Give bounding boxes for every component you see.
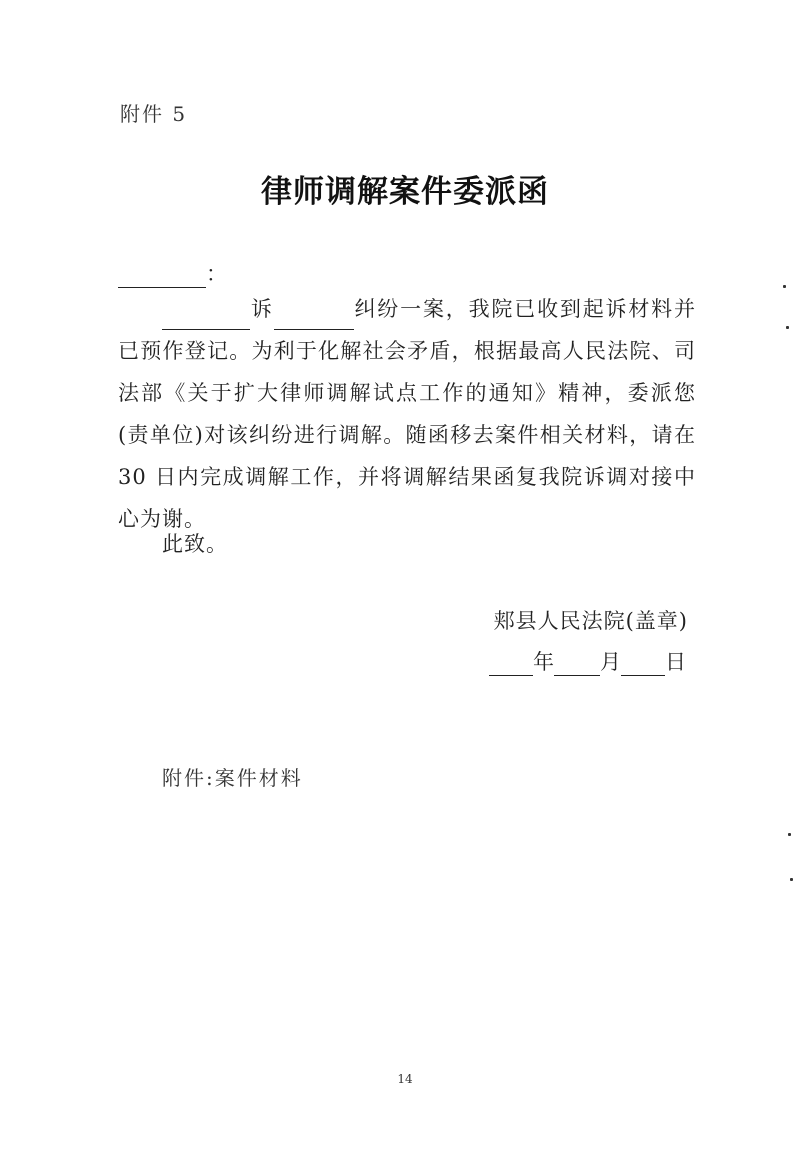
salutation-colon: ： bbox=[206, 262, 227, 286]
scan-speck bbox=[788, 833, 791, 836]
scan-speck bbox=[790, 878, 793, 881]
month-blank bbox=[554, 653, 600, 676]
scan-speck bbox=[783, 285, 786, 288]
document-title: 律师调解案件委派函 bbox=[261, 174, 549, 210]
court-signature: 郏县人民法院(盖章) bbox=[493, 609, 688, 633]
year-label: 年 bbox=[533, 650, 554, 674]
page-number: 14 bbox=[397, 1072, 413, 1086]
year-blank bbox=[489, 653, 533, 676]
defendant-blank bbox=[274, 307, 354, 330]
day-label: 日 bbox=[665, 650, 686, 674]
scan-speck bbox=[786, 326, 789, 329]
closing-phrase: 此致。 bbox=[162, 532, 228, 556]
sue-word: 诉 bbox=[250, 297, 274, 321]
attachment-heading: 附件 5 bbox=[120, 102, 188, 126]
plaintiff-blank bbox=[162, 307, 250, 330]
recipient-blank bbox=[118, 265, 206, 288]
day-blank bbox=[621, 653, 665, 676]
body-text: 纠纷一案，我院已收到起诉材料并已预作登记。为利于化解社会矛盾，根据最高人民法院、司法部《关于扩大律师调解试点工作的通知》精神，委派您(责单位)对该纠纷进行调解。随函移去案件相关材料，请在 30 日内完成调解工作，并将调解结果函复我院诉调对接中心为谢。 bbox=[118, 297, 697, 531]
month-label: 月 bbox=[600, 650, 621, 674]
body-paragraph bbox=[118, 288, 696, 540]
salutation bbox=[118, 258, 227, 288]
attachment-note: 附件:案件材料 bbox=[162, 766, 303, 790]
paragraph-indent bbox=[118, 297, 162, 321]
date-line bbox=[489, 646, 686, 676]
